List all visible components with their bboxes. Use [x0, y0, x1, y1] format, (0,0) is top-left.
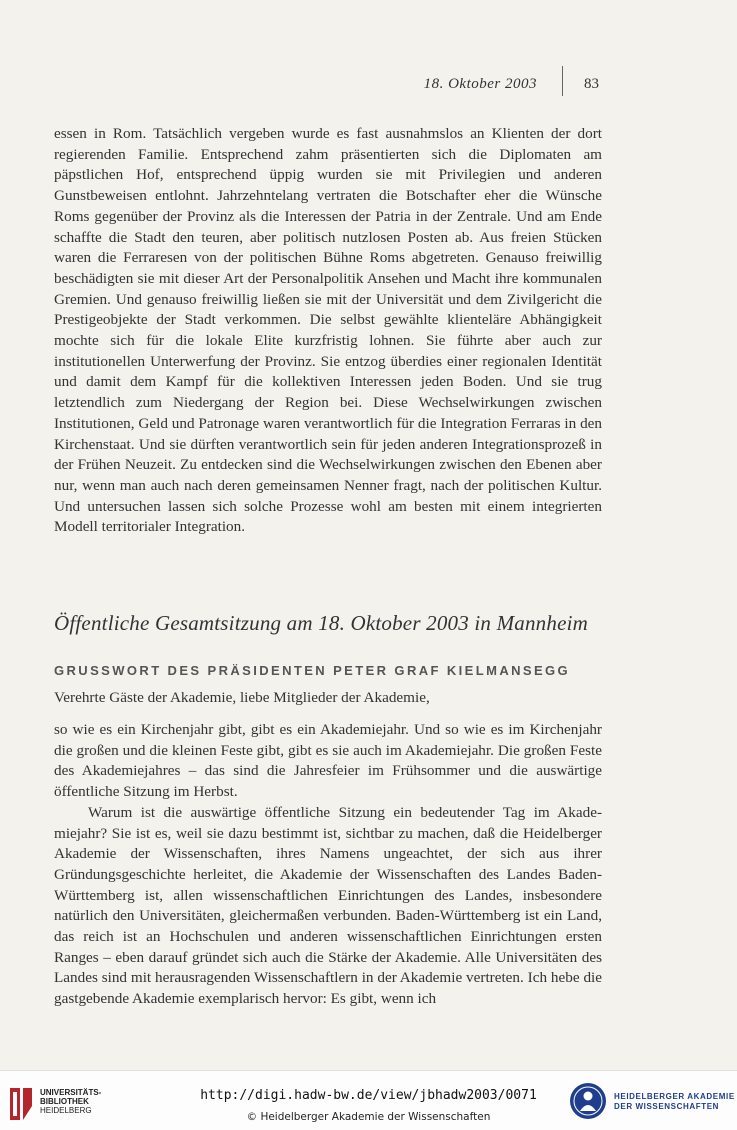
library-line: UNIVERSITÄTS-: [40, 1088, 102, 1097]
library-line: HEIDELBERG: [40, 1106, 92, 1115]
salutation: Verehrte Gäste der Akademie, liebe Mitglieder der Akademie,: [54, 689, 430, 706]
copyright-notice: © Heidelberger Akademie der Wissenschaften: [246, 1111, 491, 1123]
page-number: 83: [584, 76, 599, 92]
viewer-footer: [0, 1070, 737, 1130]
academy-name: [614, 1092, 735, 1112]
running-head: [0, 74, 737, 98]
section-subheading: GRUSSWORT DES PRÄSIDENTEN PETER GRAF KIELMANSEGG: [54, 663, 571, 678]
paragraph: Warum ist die auswärtige öffentliche Sitzung ein bedeutender Tag im Akademiejahr? Sie ist es, weil sie dazu bestimmt ist, sichtbar zu machen, daß die Heidelberger Akademie der Wissenschaften, ihres Namens ungeachtet, der sich aus ihrer Gründungsgeschichte herleitet, die Akademie der Wissenschaften des Landes Baden-Württemberg ist, allen wissenschaftlichen Einrichtungen des Landes, insbesondere natürlich den Universitäten, gleichermaßen verbunden. Baden-Württemberg ist ein Land, das reich ist an Hochschulen und anderen wissenschaftlichen Einrichtungen ersten Ranges – eben darauf gründet sich auch die Stärke der Akademie. Alle Universitäten des Landes sind mit herausragenden Wissenschaftlern in der Akademie vertreten. Ich hebe die gastgebende Akademie exemplarisch hervor: Es gibt, wenn ich: [54, 803, 602, 1008]
paragraph: essen in Rom. Tatsächlich vergeben wurde es fast ausnahmslos an Klienten der dort regierenden Familie. Entsprechend zahm präsentierten sich die Diplomaten am päpstlichen Hof, entsprechend üppig wurden sie mit Privilegien und anderen Gunstbeweisen entlohnt. Jahrzehntelang vertraten die Botschafter eher die Wünsche Roms gegenüber der Provinz als die Interessen der Patria in der Zentrale. Und am Ende schaffte die Stadt den teuren, aber politisch nutzlosen Posten ab. Aus freien Stücken waren die Ferraresen von der politischen Bühne Roms abgetreten. Genauso freiwillig beschädigten sie mit dieser Art der Personalpolitik Ansehen und Macht ihre kommunalen Gremien. Und genauso freiwillig ließen sie mit der Universität und dem Zivilgericht die Prestigeobjekte der Stadt verkommen. Die selbst gewählte klienteläre Abhängigkeit mochte sich für die lokale Elite kurzfristig lohnen. Sie führte aber auch zur institutionellen Unterwerfung der Provinz. Sie entzog überdies einer regionalen Identität und damit dem Kampf für die kollektiven Interessen jeden Boden. Und sie trug letztendlich zum Niedergang der Region bei. Diese Wechselwirkungen zwischen Institutionen, Geld und Patronage waren verantwortlich für die Integration Ferraras in den Kirchenstaat. Und sie dürften verantwortlich sein für jeden anderen Integrationsprozeß in der Frühen Neuzeit. Zu entdecken sind die Wechselwirkungen zwischen den Ebenen aber nur, wenn man auch nach deren gemeinsamen Nenner fragt, nach der politischen Kultur. Und untersuchen lassen sich solche Prozesse wohl am besten mit einem integrierten Modell territorialer Integration.: [54, 125, 602, 536]
speech-text: [54, 720, 602, 1010]
body-text-continued: [54, 124, 602, 538]
running-head-divider: [562, 66, 563, 96]
academy-line: HEIDELBERGER AKADEMIE: [614, 1092, 735, 1101]
paragraph: so wie es ein Kirchenjahr gibt, gibt es ein Akademiejahr. Und so wie es im Kirchenjahr die großen und die kleinen Feste gibt, gibt es sie auch im Akademiejahr. Die großen Feste des Akademiejahres – das sind die Jahresfeier im Frühsommer und die auswärtige öffentliche Sitzung im Herbst.: [54, 721, 602, 801]
permalink-url[interactable]: http://digi.hadw-bw.de/view/jbhadw2003/0071: [200, 1088, 537, 1103]
section-title: Öffentliche Gesamtsitzung am 18. Oktober 2003 in Mannheim: [54, 611, 589, 635]
academy-seal-icon: [569, 1082, 607, 1120]
academy-line: DER WISSENSCHAFTEN: [614, 1102, 720, 1111]
library-line: BIBLIOTHEK: [40, 1097, 89, 1106]
running-head-title: 18. Oktober 2003: [423, 76, 537, 92]
